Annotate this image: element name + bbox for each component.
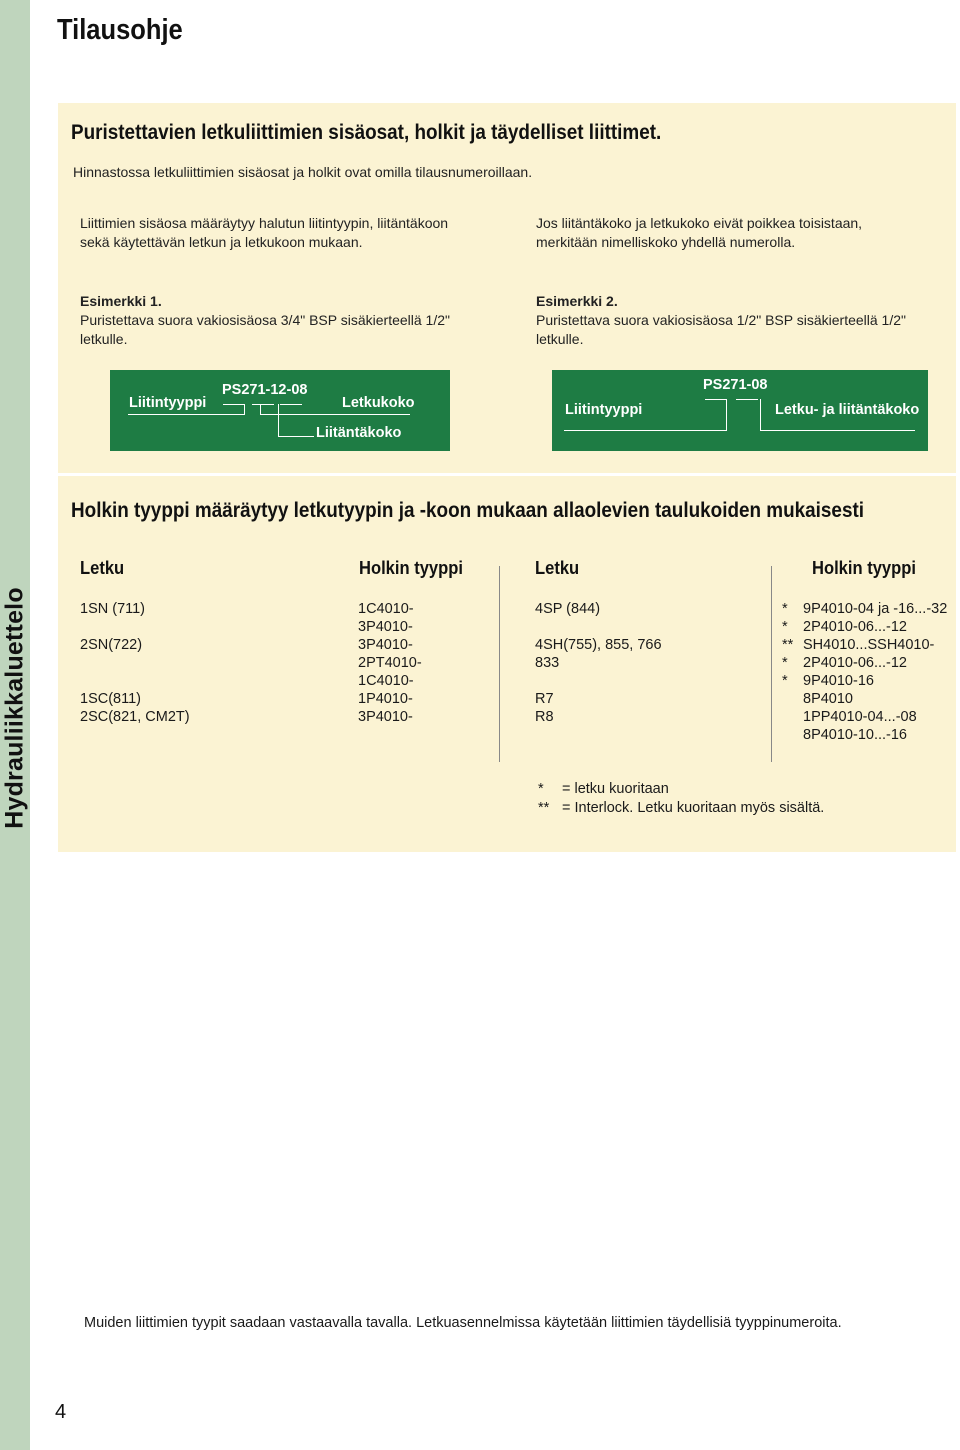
example2-code-diagram: [552, 370, 928, 451]
sidebar-label: Hydrauliikkaluettelo: [0, 587, 29, 829]
intro-text: Hinnastossa letkuliittimien sisäosat ja holkit ovat omilla tilausnumeroillaan.: [73, 164, 533, 180]
left-header-sleeve: Holkin tyyppi: [359, 558, 463, 578]
table-row: R7: [535, 691, 554, 707]
table-row: [535, 618, 662, 636]
left-hose-column: [80, 600, 190, 726]
left-sleeve-column: [358, 600, 422, 726]
table-row: 4SP (844): [535, 601, 601, 617]
right-hose-column: [535, 600, 662, 744]
table-cell: [782, 708, 793, 726]
note-item: ** = Interlock. Letku kuoritaan myös sisältä.: [538, 800, 825, 816]
page-title: Tilausohje: [57, 14, 183, 46]
connector-type-label-2: Liitintyyppi: [565, 402, 643, 418]
table-cell: 1PP4010-04...-08: [803, 709, 917, 725]
right-header-sleeve: Holkin tyyppi: [812, 558, 916, 578]
table-cell: 8P4010: [803, 691, 853, 707]
table-row: R8: [535, 709, 554, 725]
table-cell: 2P4010-06...-12: [803, 619, 907, 635]
sidebar: [0, 0, 30, 1450]
ordering-panel: [58, 103, 956, 473]
connector-type-label: Liitintyyppi: [129, 395, 207, 411]
table-cell: SH4010...SSH4010-: [803, 637, 935, 653]
right-paragraph: Jos liitäntäkoko ja letkukoko eivät poikkea toisistaan, merkitään nimelliskoko yhdellä numerolla.: [536, 215, 863, 250]
table-row: 2SC(821, CM2T): [80, 709, 190, 725]
table-cell: 1C4010-: [358, 673, 414, 689]
table-divider: [499, 566, 500, 762]
hose-size-label: Letkukoko: [342, 395, 415, 411]
table-cell: [782, 690, 793, 708]
example1-code: PS271-12-08: [222, 382, 308, 398]
left-paragraph: Liittimien sisäosa määräytyy halutun liitintyypin, liitäntäkoon sekä käytettävän letkun ja letkukoon mukaan.: [80, 215, 449, 250]
table-row: 833: [535, 655, 560, 671]
table-cell: 2PT4010-: [358, 655, 422, 671]
sleeve-table-panel: [58, 476, 956, 852]
connection-size-label: Liitäntäkoko: [316, 425, 402, 441]
right-mark-column: [782, 600, 793, 744]
example2-title: Esimerkki 2.: [536, 293, 618, 309]
table-section-heading: Holkin tyyppi määräytyy letkutyypin ja -koon mukaan allaolevien taulukoiden mukaisesti: [71, 499, 864, 522]
table-cell: *: [782, 655, 788, 671]
table-cell: 1C4010-: [358, 601, 414, 617]
table-cell: 9P4010-16: [803, 673, 874, 689]
table-cell: 2P4010-06...-12: [803, 655, 907, 671]
table-cell: 9P4010-04 ja -16...-32: [803, 601, 948, 617]
table-row: [535, 726, 662, 744]
section-heading: Puristettavien letkuliittimien sisäosat, holkit ja täydelliset liittimet.: [71, 121, 662, 144]
example1-code-diagram: [110, 370, 450, 451]
table-notes: [538, 780, 824, 818]
table-cell: **: [782, 637, 794, 653]
right-sleeve-column: [803, 600, 947, 744]
table-row: 2SN(722): [80, 637, 143, 653]
table-row: [80, 672, 190, 690]
table-cell: 3P4010-: [358, 619, 413, 635]
table-cell: 8P4010-10...-16: [803, 727, 907, 743]
left-header-hose: Letku: [80, 558, 125, 578]
example2-text: Esimerkki 2. Puristettava suora vakiosisäosa 1/2" BSP sisäkierteellä 1/2" letkulle.: [536, 293, 906, 347]
table-cell: 3P4010-: [358, 637, 413, 653]
table-cell: 1P4010-: [358, 691, 413, 707]
table-row: [80, 618, 190, 636]
footer-note: Muiden liittimien tyypit saadaan vastaavalla tavalla. Letkuasennelmissa käytetään liittimien täydellisiä tyyppinumeroita.: [84, 1315, 842, 1331]
table-cell: *: [782, 601, 788, 617]
example2-code: PS271-08: [703, 377, 768, 393]
table-divider: [771, 566, 772, 762]
table-cell: *: [782, 619, 788, 635]
table-row: 1SN (711): [80, 601, 146, 617]
table-row: [535, 672, 662, 690]
table-row: 4SH(755), 855, 766: [535, 637, 662, 653]
example1-title: Esimerkki 1.: [80, 293, 162, 309]
note-item: * = letku kuoritaan: [538, 781, 669, 797]
example1-text: Esimerkki 1. Puristettava suora vakiosisäosa 3/4" BSP sisäkierteellä 1/2" letkulle.: [80, 293, 450, 347]
table-row: [80, 654, 190, 672]
hose-connection-size-label: Letku- ja liitäntäkoko: [775, 402, 920, 418]
table-cell: 3P4010-: [358, 709, 413, 725]
page-number: 4: [55, 1401, 67, 1423]
table-row: 1SC(811): [80, 691, 141, 707]
right-header-hose: Letku: [535, 558, 580, 578]
table-cell: *: [782, 673, 788, 689]
table-cell: [782, 726, 793, 744]
